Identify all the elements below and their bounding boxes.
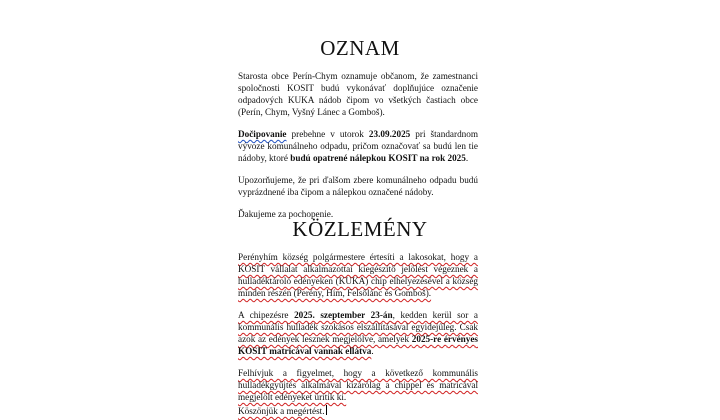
oznam-p2-text-a: prebehne v utorok xyxy=(286,129,369,139)
kozlemeny-paragraph-1: Perényhím község polgármestere értesíti a lakosokat, hogy a KOSIT vállalat alkalmazottai kiegészítő jelölést végeznek a hulladéktároló edényeken (KUKA) chip elhelyezésével a község minden részén (Perény, Hím, Felsőlánc és Gomboš). xyxy=(238,252,478,298)
kozlemeny-title: KÖZLEMÉNY xyxy=(292,217,428,241)
oznam-p2-end: . xyxy=(465,153,469,163)
oznam-paragraph-2 xyxy=(238,128,478,164)
kozlemeny-p2-end: . xyxy=(371,346,374,356)
oznam-paragraph-3: Upozorňujeme, že pri ďalšom zbere komunálneho odpadu budú vyprázdnené iba čipom a nálepkou označené nádoby. xyxy=(238,175,478,197)
text-cursor xyxy=(326,405,327,415)
kozlemeny-body xyxy=(238,251,478,417)
oznam-sticker-note: budú opatrené nálepkou KOSIT na rok 2025 xyxy=(290,153,466,163)
oznam-title: OZNAM xyxy=(320,36,400,60)
oznam-body xyxy=(238,70,478,220)
kozlemeny-sticker-note: 2025-re érvényes KOSIT matricával vannak ellátva xyxy=(238,334,478,356)
kozlemeny-thanks: Köszönjük a megértést. xyxy=(238,406,325,416)
oznam-paragraph-4: Ďakujeme za pochopenie. xyxy=(238,209,334,219)
docipovanie-word: Dočipovanie xyxy=(238,129,287,139)
kozlemeny-date: 2025. szeptember 23-án xyxy=(294,310,393,320)
kozlemeny-paragraph-3: Felhívjuk a figyelmet, hogy a következő kommunális hulladékgyűjtés alkalmával kizárólag a chippel és matricával megjelölt edényeket ürítik ki. xyxy=(238,368,478,402)
kozlemeny-p2-text-b: , kedden kerül sor a kommunális hulladék szokásos elszállításával egyidejűleg. Csak azok az edények lesznek megjelölve, amelyek xyxy=(238,310,478,344)
kozlemeny-p2-text-a: A chipezésre xyxy=(238,310,295,320)
oznam-p2-text-b: pri štandardnom vývoze komunálneho odpadu, pričom označovať sa budú len tie nádoby, ktoré xyxy=(238,129,478,163)
kozlemeny-paragraph-2 xyxy=(238,309,478,357)
oznam-date: 23.09.2025 xyxy=(368,129,411,139)
oznam-paragraph-1: Starosta obce Perín-Chym oznamuje občanom, že zamestnanci spoločnosti KOSIT budú vykonávať doplňujúce označenie odpadových KUKA nádob čipom vo všetkých častiach obce (Perín, Chym, Vyšný Lánec a Gomboš). xyxy=(238,71,478,117)
kozlemeny-paragraph-4 xyxy=(238,405,478,417)
